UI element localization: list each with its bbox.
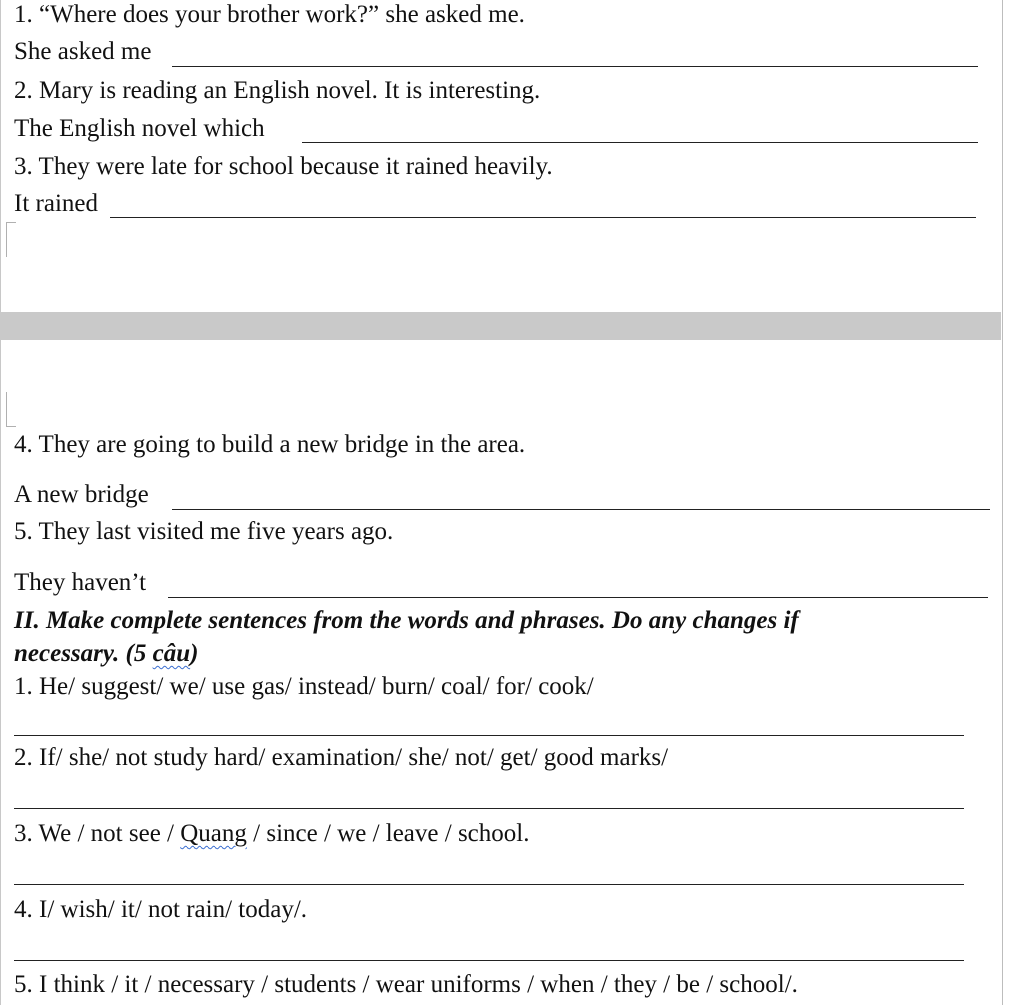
question-2-answer-blank[interactable] [302,142,978,143]
question-4-answer-blank[interactable] [172,509,990,510]
window-right-edge [1002,0,1024,1005]
sentence-item-4: 4. I/ wish/ it/ not rain/ today/. [14,896,308,923]
question-5-prompt: 5. They last visited me five years ago. [14,518,394,545]
sentence-item-2: 2. If/ she/ not study hard/ examination/ she/ not/ get/ good marks/ [14,744,669,771]
spellcheck-flagged-word[interactable]: câu [152,640,191,667]
sentence-item-1-blank[interactable] [14,735,964,736]
question-4-answer-start: A new bridge [14,481,149,508]
section-2-heading-line-2: necessary. (5 câu) [14,640,199,667]
question-1-prompt: 1. “Where does your brother work?” she asked me. [14,1,525,28]
question-3-answer-blank[interactable] [110,217,976,218]
question-5-answer-blank[interactable] [168,597,988,598]
question-5-answer-start: They haven’t [14,569,147,596]
question-4-prompt: 4. They are going to build a new bridge in the area. [14,431,526,458]
sentence-item-5: 5. I think / it / necessary / students / wear uniforms / when / they / be / school/. [14,971,798,998]
question-2-answer-start: The English novel which [14,115,265,142]
section-2-heading-line-1: II. Make complete sentences from the words and phrases. Do any changes if [14,607,799,634]
question-3-answer-start: It rained [14,190,98,217]
sentence-item-1: 1. He/ suggest/ we/ use gas/ instead/ burn/ coal/ for/ cook/ [14,673,594,700]
question-3-prompt: 3. They were late for school because it rained heavily. [14,153,553,180]
question-1-answer-blank[interactable] [172,66,978,67]
text-boundary-mark [6,222,16,257]
text-boundary-mark [6,392,16,427]
page-break-gap [0,312,1001,340]
sentence-item-3: 3. We / not see / Quang / since / we / leave / school. [14,820,530,847]
question-2-prompt: 2. Mary is reading an English novel. It is interesting. [14,77,541,104]
spellcheck-flagged-word[interactable]: Quang [180,820,247,847]
sentence-item-3-blank[interactable] [14,884,964,885]
sentence-item-2-blank[interactable] [14,808,964,809]
sentence-item-4-blank[interactable] [14,960,964,961]
question-1-answer-start: She asked me [14,38,152,65]
